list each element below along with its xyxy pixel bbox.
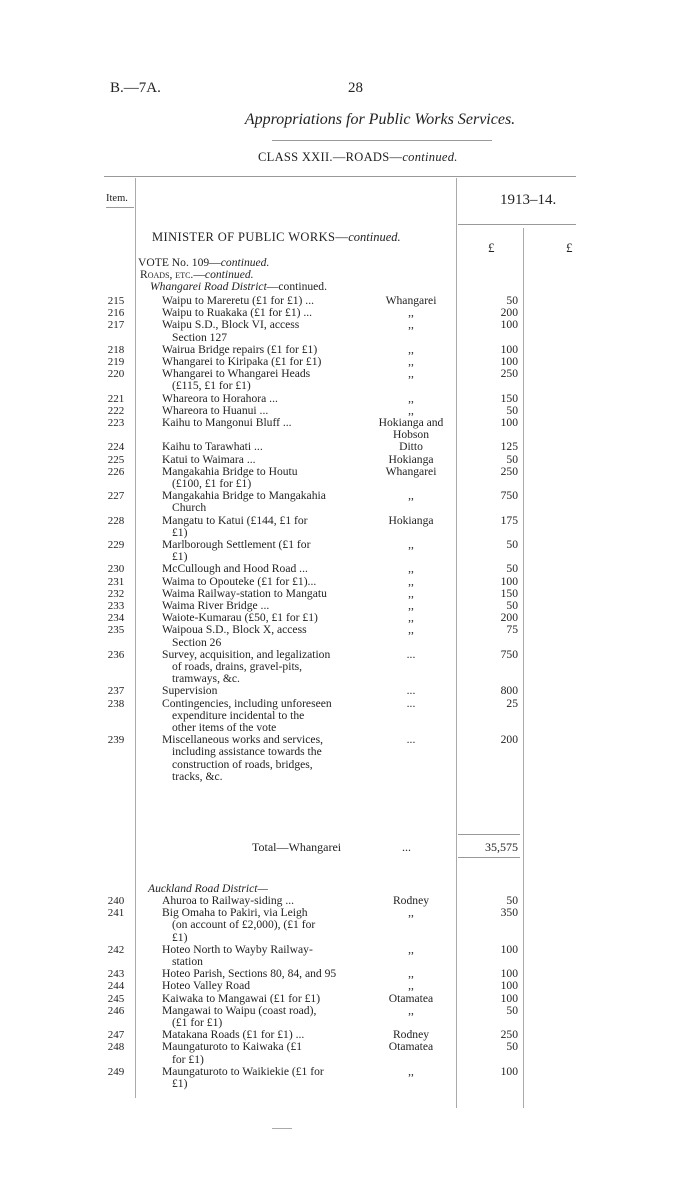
item-number: 215 <box>107 295 125 307</box>
table-row <box>0 393 700 405</box>
vote-main: VOTE No. 109— <box>138 256 221 269</box>
roads-cont: continued. <box>204 268 254 281</box>
item-number: 243 <box>107 968 125 981</box>
item-description-cont: tramways, &c. <box>172 672 240 686</box>
item-district: ,, <box>408 967 414 981</box>
item-district: ,, <box>408 318 414 332</box>
table-row <box>0 1029 700 1041</box>
item-amount: 100 <box>500 355 518 368</box>
item-amount: 250 <box>500 367 518 381</box>
vote-cont: continued. <box>220 256 270 269</box>
item-amount: 100 <box>500 574 518 588</box>
table-row <box>0 649 700 661</box>
item-description: Waipoua S.D., Block X, access <box>162 623 307 637</box>
item-district: Hokianga <box>388 452 434 466</box>
item-description: Mangakahia Bridge to Houtu <box>162 464 298 478</box>
whangarei-heading <box>150 281 327 293</box>
item-description-cont: (£115, £1 for £1) <box>172 379 251 393</box>
item-amount: 125 <box>500 440 518 454</box>
item-number: 247 <box>107 1029 125 1042</box>
minister-cont: continued. <box>348 230 401 244</box>
item-description: Ahuroa to Railway-siding ... <box>162 894 295 907</box>
table-row <box>0 441 700 453</box>
item-number: 245 <box>107 992 125 1005</box>
item-amount: 750 <box>500 489 518 503</box>
item-amount: 200 <box>500 611 518 625</box>
item-district: ,, <box>408 391 414 405</box>
table-row <box>0 980 700 992</box>
item-district: ,, <box>408 538 414 551</box>
item-amount: 50 <box>506 294 518 307</box>
table-row <box>0 944 700 956</box>
item-description: Hoteo North to Wayby Railway- <box>162 942 313 956</box>
item-number: 241 <box>107 907 125 920</box>
item-amount: 50 <box>506 1040 518 1054</box>
item-district: ,, <box>408 403 414 417</box>
item-amount: 50 <box>506 599 518 612</box>
item-number: 231 <box>107 575 125 588</box>
item-number: 226 <box>107 465 125 478</box>
table-row <box>0 685 700 697</box>
item-amount: 200 <box>500 306 518 320</box>
table-row <box>0 968 700 980</box>
class-title-cont: continued. <box>402 150 458 164</box>
item-district: Rodney <box>392 1028 430 1042</box>
page-title: Appropriations for Public Works Services. <box>244 111 516 128</box>
item-description-cont: £1) <box>172 930 188 944</box>
table-row <box>0 1066 700 1078</box>
item-number: 237 <box>107 685 125 698</box>
item-number: 236 <box>107 648 125 661</box>
item-description-cont: Section 26 <box>172 635 222 649</box>
item-district: ... <box>406 733 416 747</box>
item-number: 238 <box>107 697 125 710</box>
table-row <box>0 454 700 466</box>
item-district: ,, <box>408 574 414 588</box>
item-number: 219 <box>107 356 125 368</box>
item-description-cont: including assistance towards the <box>172 745 322 759</box>
item-description: Katui to Waimara ... <box>162 452 256 466</box>
item-description: Waipu to Mareretu (£1 for £1) ... <box>162 294 314 307</box>
pound-sign-2: £ <box>566 240 573 255</box>
item-number: 220 <box>107 368 125 381</box>
item-number: 242 <box>107 943 125 956</box>
item-amount: 50 <box>506 452 518 466</box>
item-district: Hokianga <box>388 513 434 527</box>
item-description-cont: other items of the vote <box>172 721 277 734</box>
item-description: Hoteo Parish, Sections 80, 84, and 95 <box>162 967 337 981</box>
table-row <box>0 344 700 356</box>
item-description: Waima Railway-station to Mangatu <box>162 586 327 600</box>
item-description: Waima to Opouteke (£1 for £1)... <box>162 574 317 588</box>
table-row <box>0 1041 700 1053</box>
item-description: Kaiwaka to Mangawai (£1 for £1) <box>162 991 321 1005</box>
table-row <box>0 993 700 1005</box>
item-amount: 200 <box>500 733 518 747</box>
item-description-cont: £1) <box>172 525 188 539</box>
item-description-cont: construction of roads, bridges, <box>172 757 313 771</box>
rule-item-under <box>106 207 134 208</box>
item-description-cont: of roads, drains, gravel-pits, <box>172 660 303 673</box>
item-description: Big Omaha to Pakiri, via Leigh <box>162 906 308 920</box>
item-description: Kaihu to Tarawhati ... <box>162 440 263 454</box>
item-description-cont: tracks, &c. <box>172 769 223 783</box>
item-description: Contingencies, including unforeseen <box>162 696 332 710</box>
item-description-cont: Section 127 <box>172 330 228 344</box>
item-description-cont: expenditure incidental to the <box>172 708 305 722</box>
item-number: 235 <box>107 624 125 637</box>
item-district: Ditto <box>399 440 423 454</box>
item-number: 249 <box>107 1065 125 1078</box>
item-district: ,, <box>408 562 414 576</box>
rule-table-top <box>104 176 576 177</box>
item-description-cont: (£1 for £1) <box>172 1016 223 1029</box>
table-row <box>0 563 700 575</box>
item-district: ,, <box>408 586 414 600</box>
minister-heading <box>152 230 401 245</box>
item-description: Supervision <box>162 684 218 698</box>
item-number: 228 <box>107 514 125 527</box>
table-row <box>0 576 700 588</box>
table-row <box>0 295 700 307</box>
item-description: Mangatu to Katui (£144, £1 for <box>162 513 308 527</box>
item-amount: 800 <box>500 684 518 698</box>
item-description-cont: (on account of £2,000), (£1 for <box>172 918 316 932</box>
item-amount: 100 <box>500 318 518 332</box>
item-amount: 100 <box>500 991 518 1005</box>
item-amount: 175 <box>500 513 518 527</box>
table-row <box>0 417 700 429</box>
item-description: Survey, acquisition, and legalization <box>162 647 331 661</box>
item-amount: 75 <box>506 623 518 637</box>
item-description: Whareora to Horahora ... <box>162 391 278 405</box>
item-number: 240 <box>107 895 125 907</box>
whangarei-heading-cont: —continued. <box>266 280 328 293</box>
item-number: 246 <box>107 1004 125 1017</box>
item-amount: 100 <box>500 1064 518 1078</box>
item-amount: 100 <box>500 979 518 993</box>
item-description: Whareora to Huanui ... <box>162 403 269 417</box>
item-description: Waiote-Kumarau (£50, £1 for £1) <box>162 611 318 625</box>
page-number: 28 <box>348 80 363 96</box>
item-amount: 50 <box>506 403 518 417</box>
item-amount: 100 <box>500 942 518 956</box>
item-description-cont: station <box>172 955 203 968</box>
rule-total-bottom <box>458 857 520 858</box>
item-description: Waima River Bridge ... <box>162 599 270 612</box>
item-description-cont: £1) <box>172 550 188 564</box>
item-description-cont: Church <box>172 501 207 515</box>
item-description: Mangakahia Bridge to Mangakahia <box>162 489 326 503</box>
item-district: ,, <box>408 942 414 956</box>
item-amount: 50 <box>506 562 518 576</box>
table-row <box>0 319 700 331</box>
item-number: 234 <box>107 612 125 625</box>
table-row <box>0 734 700 746</box>
item-description-cont: £1) <box>172 1077 188 1090</box>
rule-year-under <box>458 224 576 225</box>
item-description: Maungaturoto to Waikiekie (£1 for <box>162 1064 324 1078</box>
item-district: ... <box>406 696 416 710</box>
table-row <box>0 698 700 710</box>
item-district: ... <box>406 684 416 698</box>
item-amount: 100 <box>500 416 518 429</box>
item-description-cont: for £1) <box>172 1052 204 1066</box>
item-number: 229 <box>107 539 125 551</box>
item-district: ,, <box>408 306 414 320</box>
table-row <box>0 600 700 612</box>
column-item-label: Item. <box>106 193 128 204</box>
item-district: Rodney <box>392 894 430 907</box>
item-description: Mangawai to Waipu (coast road), <box>162 1003 317 1017</box>
item-number: 233 <box>107 600 125 612</box>
item-description: McCullough and Hood Road ... <box>162 562 308 576</box>
table-row <box>0 515 700 527</box>
table-row <box>0 466 700 478</box>
item-amount: 250 <box>500 464 518 478</box>
item-description: Waipu to Ruakaka (£1 for £1) ... <box>162 306 313 320</box>
item-amount: 25 <box>506 696 518 710</box>
document-reference: B.—7A. <box>110 80 161 96</box>
item-description: Maungaturoto to Kaiwaka (£1 <box>162 1040 303 1054</box>
column-year-label: 1913–14. <box>500 192 557 208</box>
item-description: Hoteo Valley Road <box>162 979 251 993</box>
class-title-main: CLASS XXII.—ROADS— <box>258 150 403 164</box>
table-row <box>0 612 700 624</box>
item-number: 227 <box>107 490 125 503</box>
item-district: ,, <box>408 367 414 381</box>
table-row <box>0 1005 700 1017</box>
item-description: Miscellaneous works and services, <box>162 733 323 747</box>
item-district: Whangarei <box>385 464 437 478</box>
item-amount: 350 <box>500 906 518 920</box>
rule-top <box>272 140 492 141</box>
item-district: Otamatea <box>388 991 434 1005</box>
item-district: ,, <box>408 1003 414 1017</box>
table-row <box>0 405 700 417</box>
minister-main: MINISTER OF PUBLIC WORKS— <box>152 230 349 244</box>
item-district: ,, <box>408 979 414 993</box>
item-number: 222 <box>107 404 125 417</box>
item-district: ... <box>406 647 416 661</box>
item-number: 224 <box>107 441 125 454</box>
item-amount: 50 <box>506 538 518 551</box>
item-number: 248 <box>107 1041 125 1054</box>
total-amount: 35,575 <box>485 840 518 854</box>
table-row <box>0 895 700 907</box>
table-row-cont <box>0 429 700 441</box>
roads-main: Roads, etc.— <box>140 268 205 281</box>
item-amount: 100 <box>500 967 518 981</box>
item-amount: 50 <box>506 1003 518 1017</box>
table-row <box>0 356 700 368</box>
item-number: 239 <box>107 734 125 747</box>
table-row <box>0 368 700 380</box>
item-district: Otamatea <box>388 1040 434 1054</box>
item-number: 232 <box>107 587 125 600</box>
item-amount: 100 <box>500 342 518 356</box>
item-description: Waipu S.D., Block VI, access <box>162 318 300 332</box>
item-description: Whangarei to Whangarei Heads <box>162 367 311 381</box>
item-number: 225 <box>107 453 125 466</box>
item-district: ,, <box>408 1064 414 1078</box>
pound-sign-1: £ <box>488 240 495 255</box>
auckland-heading: Auckland Road District— <box>148 882 268 895</box>
item-number: 218 <box>107 343 125 356</box>
class-title <box>258 150 458 165</box>
item-number: 221 <box>107 392 125 405</box>
item-number: 230 <box>107 563 125 576</box>
table-row <box>0 624 700 636</box>
item-district: ,, <box>408 355 414 368</box>
total-label: Total—Whangarei <box>252 840 342 854</box>
item-district: Whangarei <box>385 294 437 307</box>
table-row <box>0 539 700 551</box>
item-amount: 150 <box>500 586 518 600</box>
rule-total-top <box>458 834 520 835</box>
item-description: Whangarei to Kiripaka (£1 for £1) <box>162 355 322 368</box>
item-district: Hokianga and <box>378 416 444 429</box>
item-district: ,, <box>408 906 414 920</box>
item-district: ,, <box>408 599 414 612</box>
item-number: 223 <box>107 417 125 429</box>
table-row <box>0 907 700 919</box>
item-district: ,, <box>408 342 414 356</box>
item-description: Marlborough Settlement (£1 for <box>162 538 311 551</box>
item-district: ,, <box>408 489 414 503</box>
table-row <box>0 490 700 502</box>
table-row <box>0 307 700 319</box>
item-description-cont: (£100, £1 for £1) <box>172 477 252 490</box>
item-district-cont: Hobson <box>392 428 430 442</box>
item-district: ,, <box>408 611 414 625</box>
item-description: Kaihu to Mangonui Bluff ... <box>162 416 292 429</box>
item-description: Wairua Bridge repairs (£1 for £1) <box>162 342 318 356</box>
item-amount: 50 <box>506 894 518 907</box>
item-amount: 150 <box>500 391 518 405</box>
whangarei-heading-main: Whangarei Road District <box>150 280 267 293</box>
item-amount: 250 <box>500 1028 518 1042</box>
item-amount: 750 <box>500 647 518 661</box>
table-row <box>0 588 700 600</box>
item-number: 216 <box>107 307 125 320</box>
item-number: 244 <box>107 980 125 993</box>
item-description: Matakana Roads (£1 for £1) ... <box>162 1028 305 1042</box>
total-dots: ... <box>402 840 411 854</box>
item-district: ,, <box>408 623 414 637</box>
rule-bottom <box>272 1128 292 1129</box>
item-number: 217 <box>107 319 125 332</box>
